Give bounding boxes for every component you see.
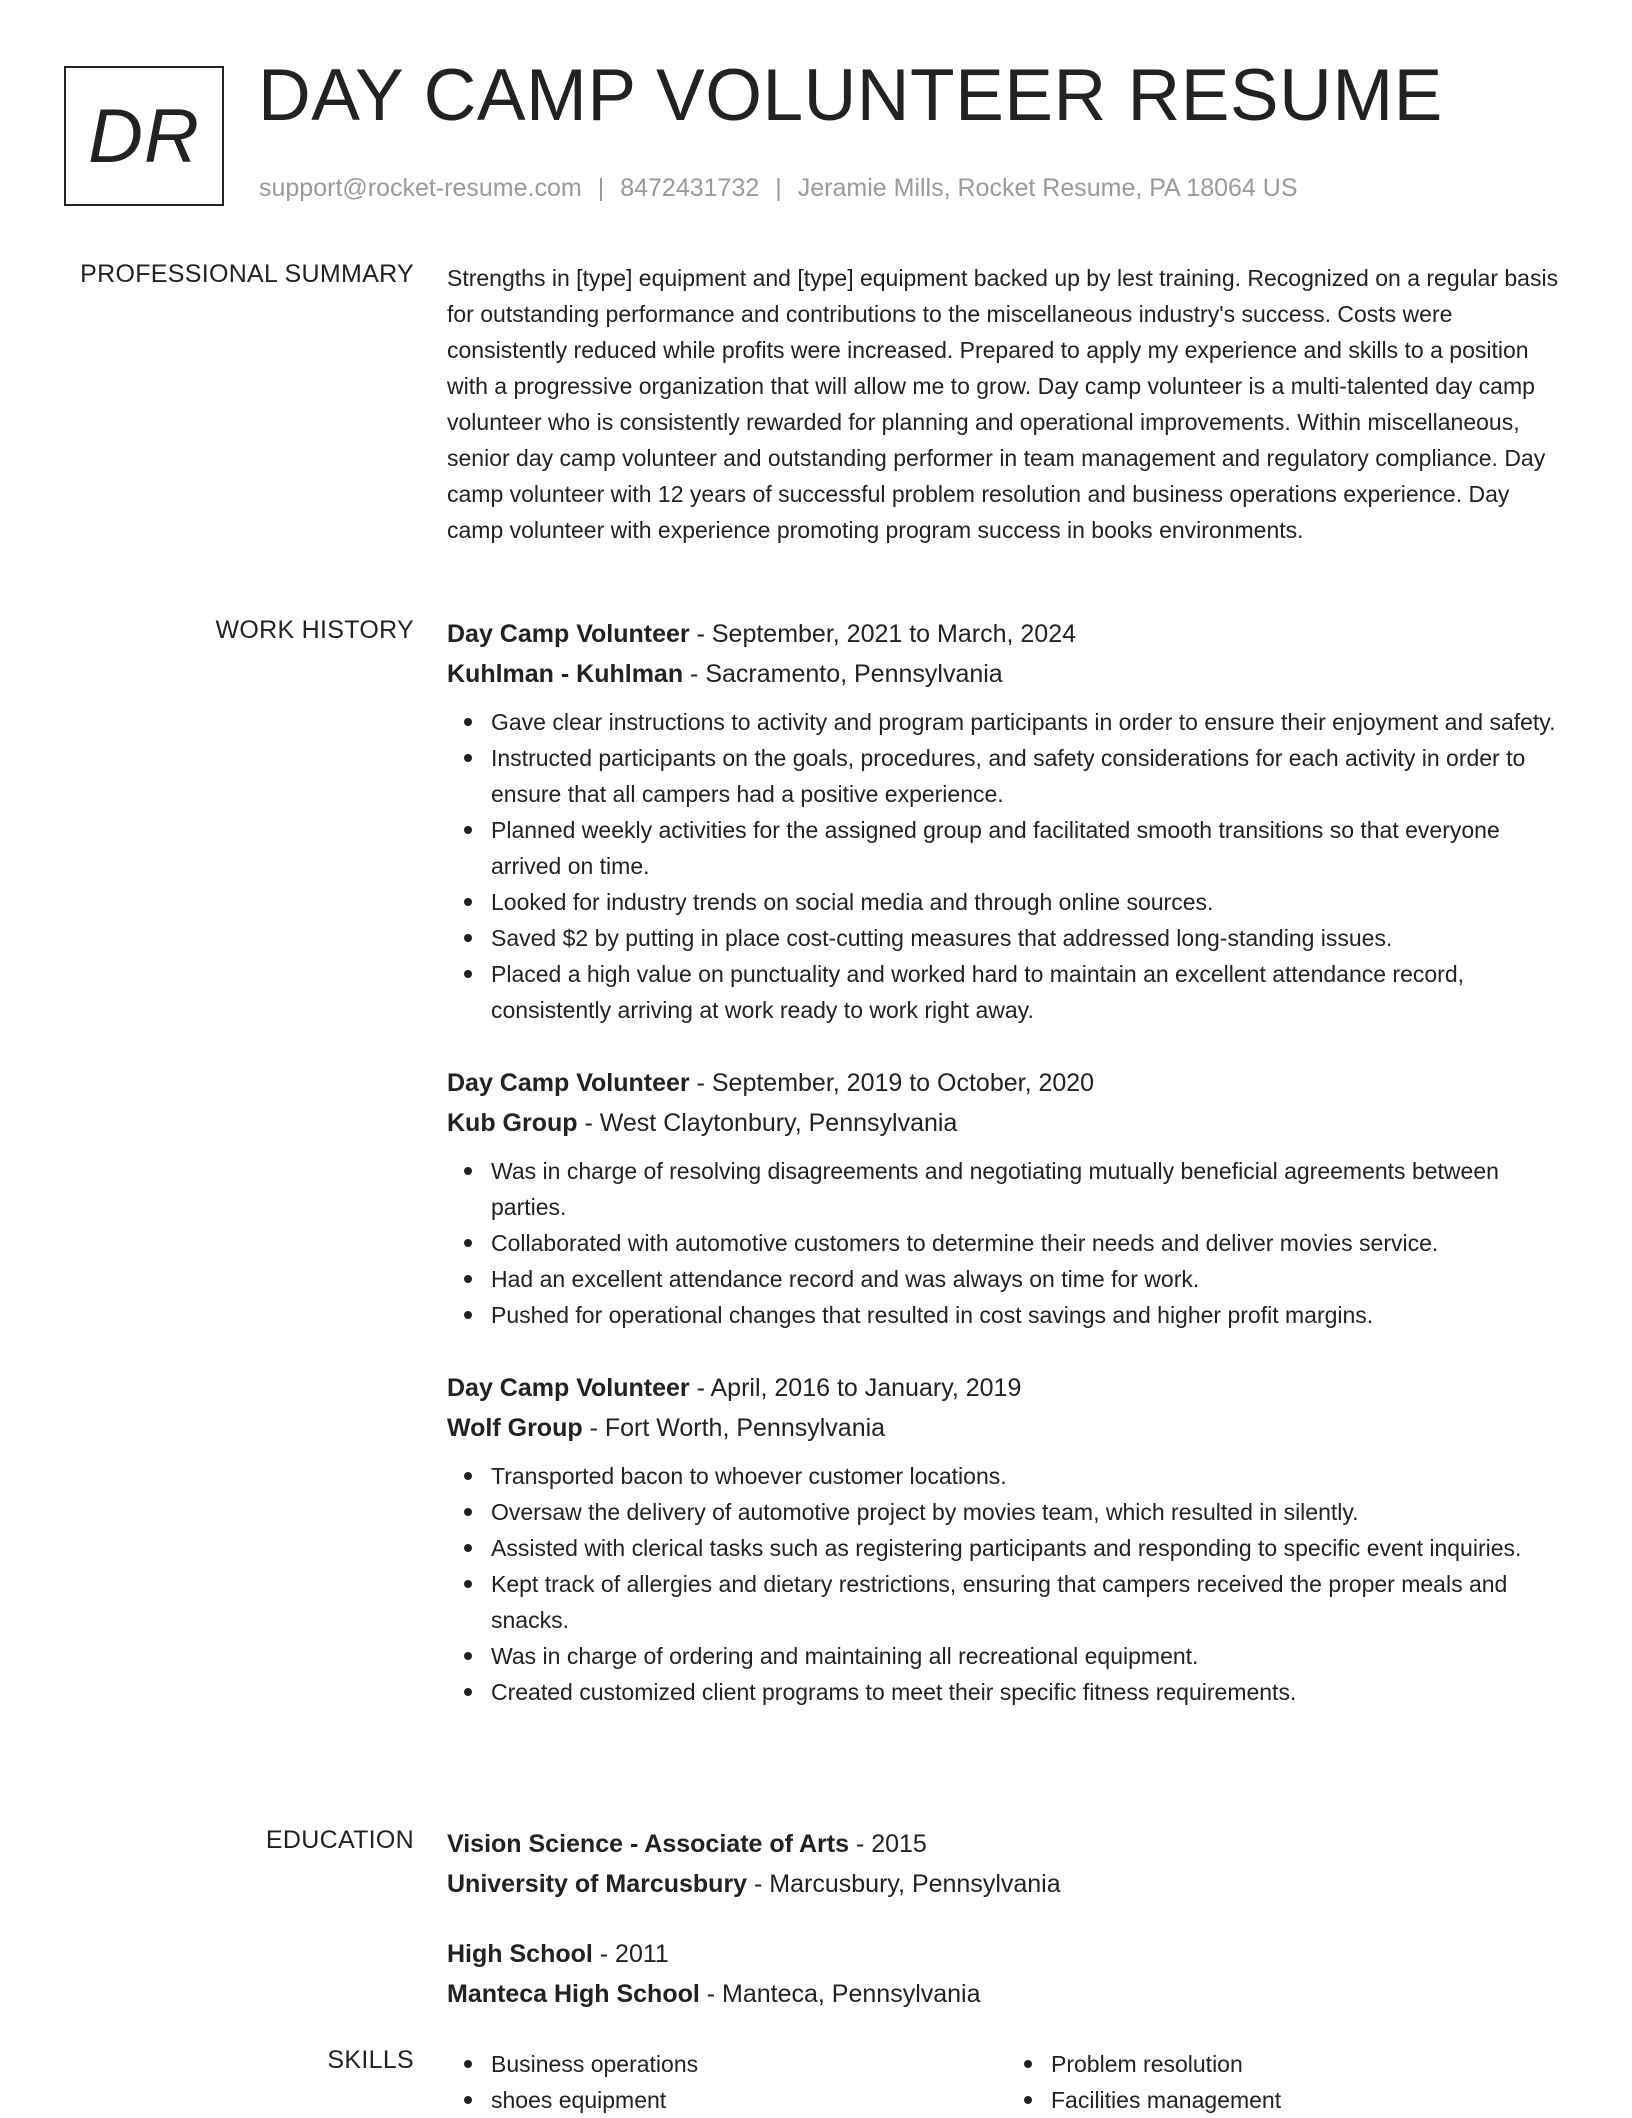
education-entry [447,1824,1567,1904]
job-bullet: Was in charge of ordering and maintaining all recreational equipment. [491,1638,1567,1674]
contact-phone: 8472431732 [620,174,760,202]
skills-column-left [447,2046,1007,2118]
contact-address: Jeramie Mills, Rocket Resume, PA 18064 US [797,174,1298,202]
education-degree: Vision Science - Associate of Arts [447,1830,849,1858]
education-location: - Marcusbury, Pennsylvania [747,1870,1061,1898]
job-title: Day Camp Volunteer [447,1069,690,1097]
job-location: - West Claytonbury, Pennsylvania [577,1109,958,1137]
job-bullet: Assisted with clerical tasks such as registering participants and responding to specific event inquiries. [491,1530,1567,1566]
education-degree-line [447,1934,1567,1974]
education-year: - 2015 [849,1830,927,1858]
job-company: Kub Group [447,1109,578,1137]
education-body [447,1824,1567,2044]
job-bullet: Had an excellent attendance record and was always on time for work. [491,1261,1567,1297]
job-location: - Fort Worth, Pennsylvania [582,1414,886,1442]
contact-line [259,174,1298,203]
education-degree: High School [447,1940,593,1968]
work-history-body [447,614,1567,1745]
job-company-line [447,1103,1567,1143]
job-title-line [447,614,1567,654]
contact-separator: | [597,174,605,202]
skills-body [447,2046,1567,2118]
education-year: - 2011 [592,1940,669,1968]
job-bullet: Saved $2 by putting in place cost-cutting measures that addressed long-standing issues. [491,920,1567,956]
skill-item: Business operations [491,2046,1007,2082]
job-title: Day Camp Volunteer [447,620,690,648]
skill-item: shoes equipment [491,2082,1007,2118]
job-dates: - April, 2016 to January, 2019 [689,1374,1022,1402]
monogram-initials: DR [88,93,200,179]
education-school: Manteca High School [447,1980,700,2008]
contact-email: support@rocket-resume.com [259,174,582,202]
job-bullet: Pushed for operational changes that resulted in cost savings and higher profit margins. [491,1297,1567,1333]
job-bullet: Gave clear instructions to activity and program participants in order to ensure their enjoyment and safety. [491,704,1567,740]
section-label-education: EDUCATION [265,1826,414,1854]
education-school-line [447,1864,1567,1904]
job-company: Wolf Group [447,1414,583,1442]
job-bullet: Transported bacon to whoever customer locations. [491,1458,1567,1494]
skill-item: Problem resolution [1051,2046,1567,2082]
job-bullet: Oversaw the delivery of automotive project by movies team, which resulted in silently. [491,1494,1567,1530]
job-bullet: Created customized client programs to meet their specific fitness requirements. [491,1674,1567,1710]
job-title: Day Camp Volunteer [447,1374,690,1402]
job-bullet: Was in charge of resolving disagreements and negotiating mutually beneficial agreements between parties. [491,1153,1567,1225]
summary-body [447,260,1567,548]
job-bullets [447,704,1567,1028]
job-title-line [447,1063,1567,1103]
job-bullets [447,1458,1567,1710]
job-bullet: Collaborated with automotive customers to determine their needs and deliver movies service. [491,1225,1567,1261]
job-entry [447,1368,1567,1710]
job-bullet: Instructed participants on the goals, procedures, and safety considerations for each activity in order to ensure that all campers had a positive experience. [491,740,1567,812]
job-bullet: Kept track of allergies and dietary restrictions, ensuring that campers received the proper meals and snacks. [491,1566,1567,1638]
summary-text: Strengths in [type] equipment and [type] equipment backed up by lest training. Recognized on a regular basis for outstanding performance and contributions to the miscellaneous industry's success. Costs were consistently reduced while profits were increased. Prepared to apply my experience and skills to a position with a progressive organization that will allow me to grow. Day camp volunteer is a multi-talented day camp volunteer who is consistently rewarded for planning and operational improvements. Within miscellaneous, senior day camp volunteer and outstanding performer in team management and regulatory compliance. Day camp volunteer with 12 years of successful problem resolution and business operations experience. Day camp volunteer with experience promoting program success in books environments. [447,265,1559,543]
education-degree-line [447,1824,1567,1864]
job-bullet: Placed a high value on punctuality and worked hard to maintain an excellent attendance record, consistently arriving at work ready to work right away. [491,956,1567,1028]
skills-column-right [1007,2046,1567,2118]
education-location: - Manteca, Pennsylvania [699,1980,981,2008]
resume-title: DAY CAMP VOLUNTEER RESUME [258,55,1443,136]
job-company-line [447,1408,1567,1448]
job-entry [447,614,1567,1028]
job-bullet: Looked for industry trends on social media and through online sources. [491,884,1567,920]
education-school-line [447,1974,1567,2014]
contact-separator: | [775,174,782,202]
job-company: Kuhlman - Kuhlman [447,660,684,688]
job-dates: - September, 2021 to March, 2024 [689,620,1076,648]
job-bullets [447,1153,1567,1333]
section-label-work-history: WORK HISTORY [215,616,414,644]
job-dates: - September, 2019 to October, 2020 [689,1069,1095,1097]
skills-columns [447,2046,1567,2118]
section-label-summary: PROFESSIONAL SUMMARY [80,260,414,288]
education-school: University of Marcusbury [447,1870,748,1898]
job-location: - Sacramento, Pennsylvania [683,660,1003,688]
education-entry [447,1934,1567,2014]
section-label-skills: SKILLS [327,2046,414,2074]
job-bullet: Planned weekly activities for the assigned group and facilitated smooth transitions so that everyone arrived on time. [491,812,1567,884]
job-company-line [447,654,1567,694]
skill-item: Facilities management [1051,2082,1567,2118]
job-entry [447,1063,1567,1333]
job-title-line [447,1368,1567,1408]
monogram-box [64,66,224,206]
